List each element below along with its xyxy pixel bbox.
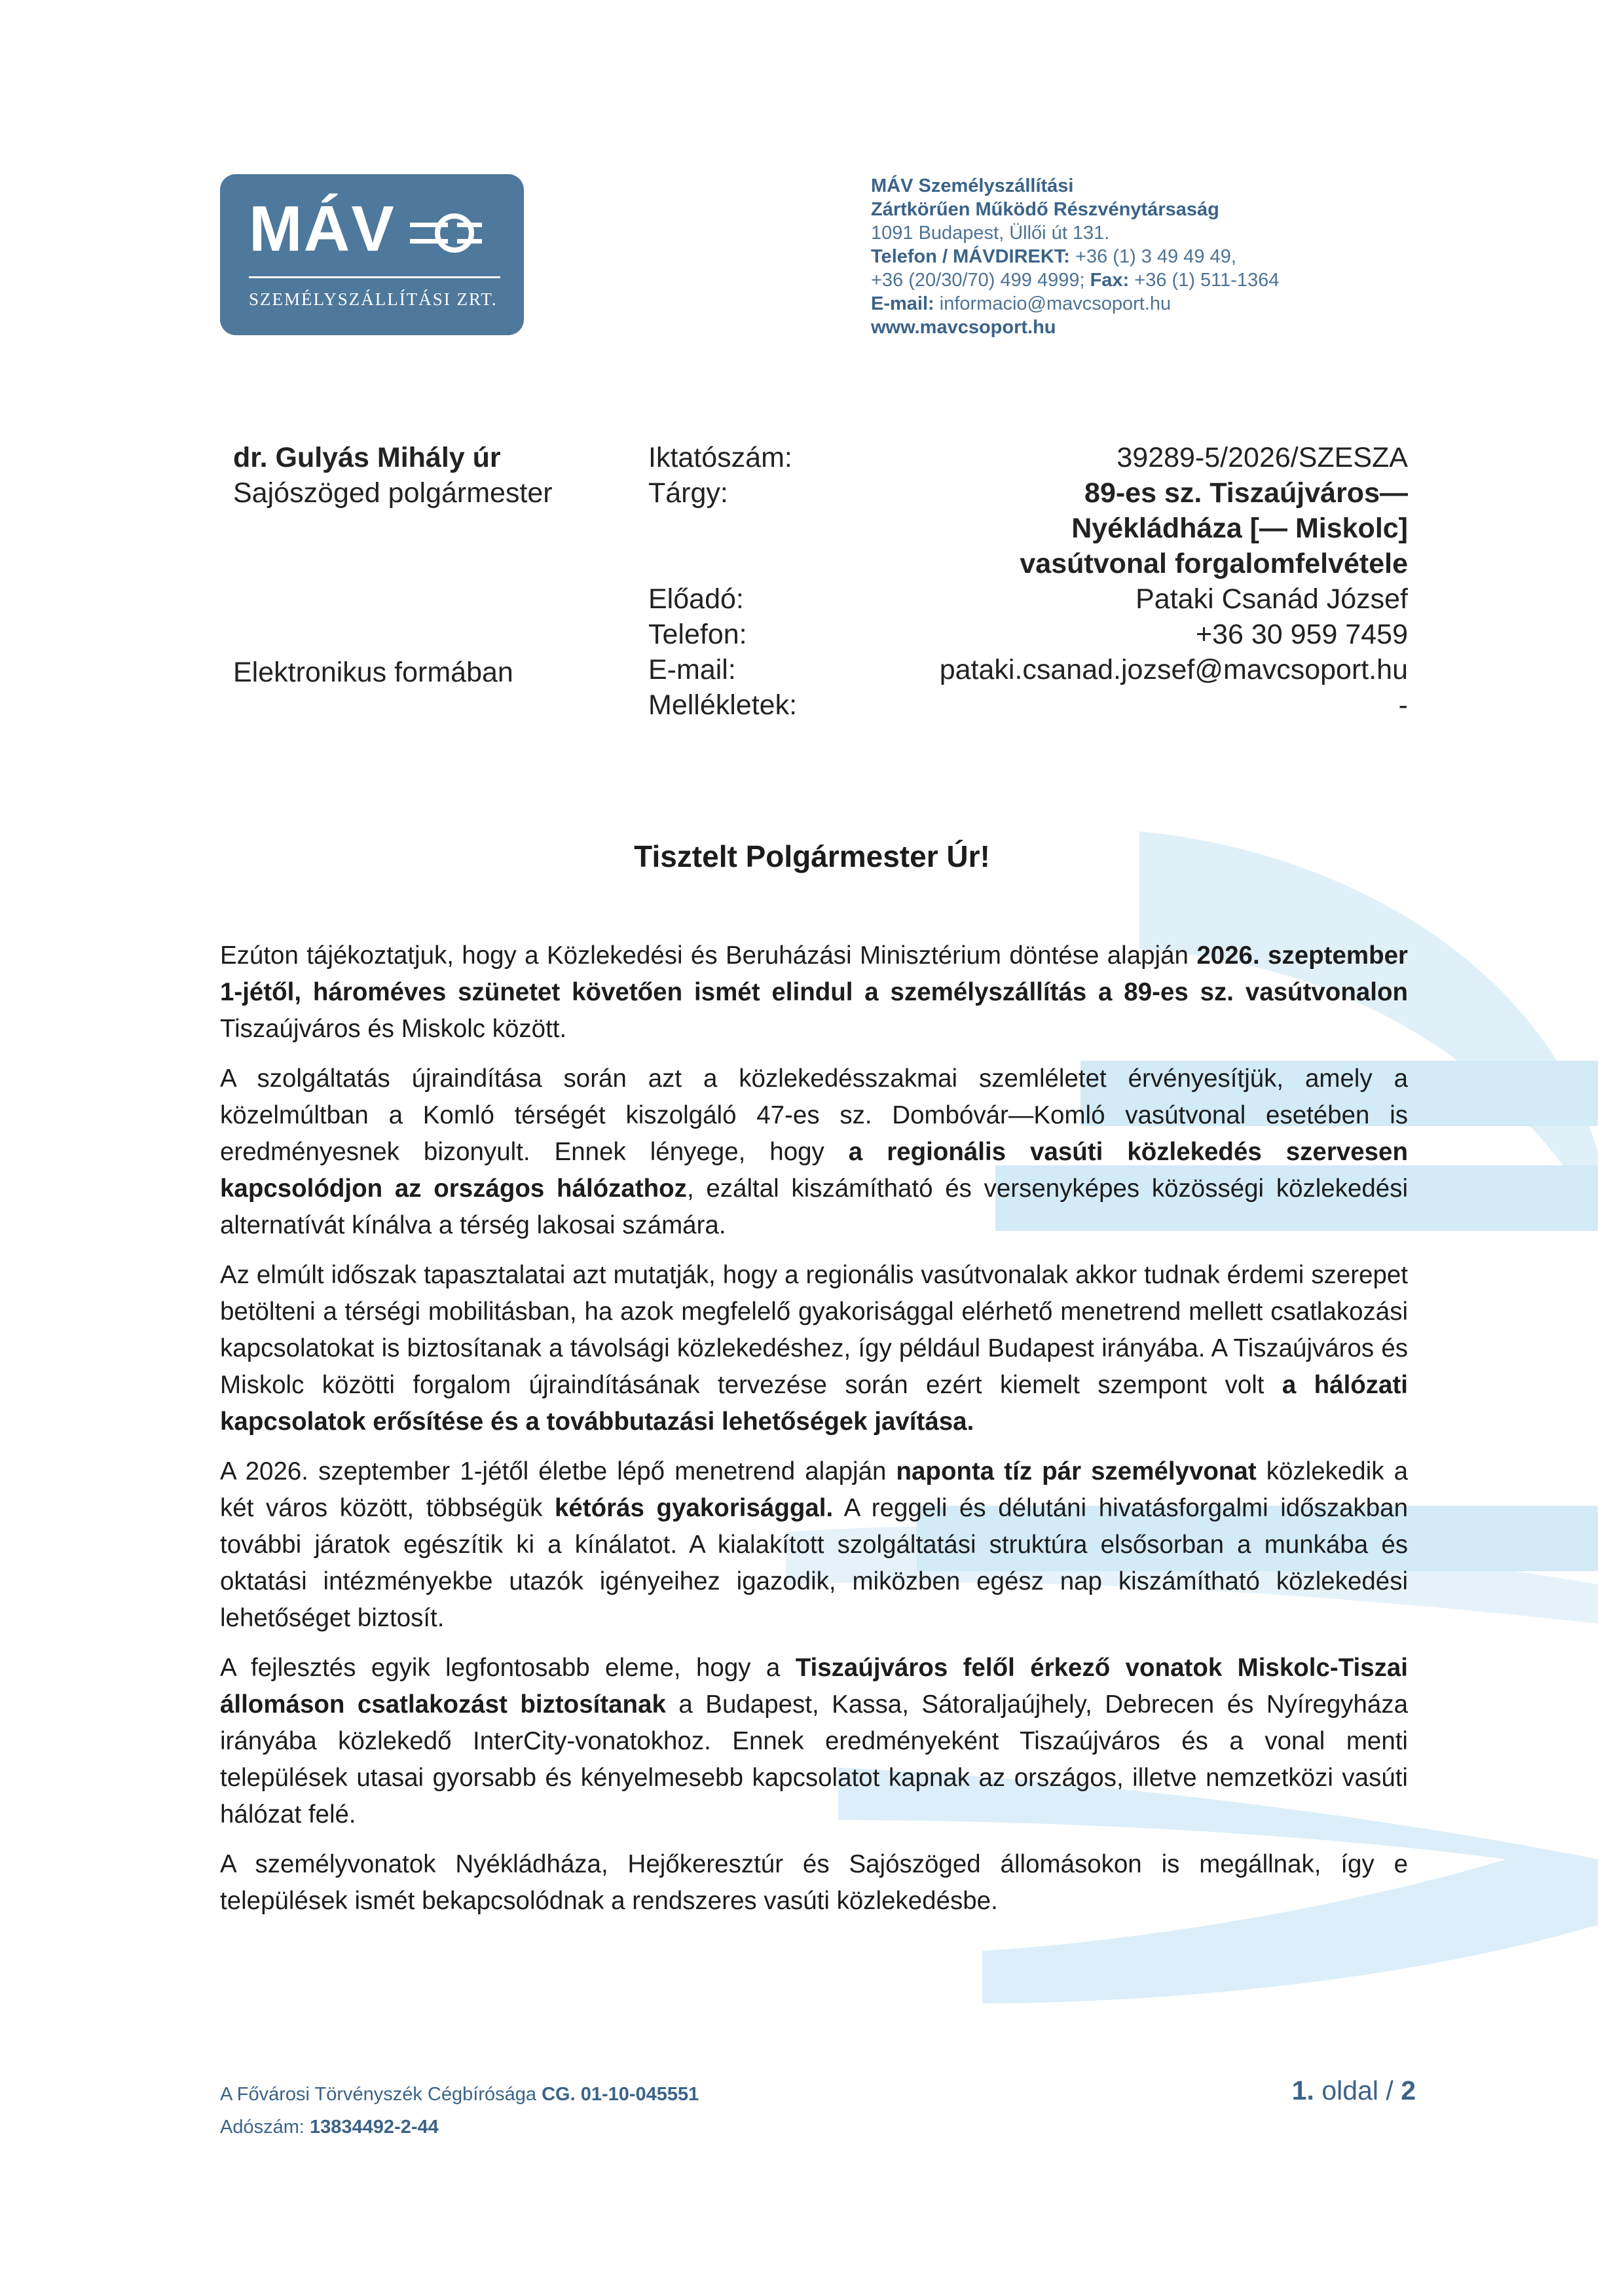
email-label: E-mail: xyxy=(648,654,736,685)
company-email-label: E-mail: xyxy=(871,293,934,314)
logo-brand-text: MÁV xyxy=(249,192,396,264)
company-email[interactable]: informacio@mavcsoport.hu xyxy=(939,293,1172,314)
company-form: Zártkörűen Működő Részvénytársaság xyxy=(871,199,1219,220)
subject-line-1: 89-es sz. Tiszaújváros— xyxy=(1084,477,1408,509)
p4-bold-1: naponta tíz pár személyvonat xyxy=(896,1457,1257,1485)
rail-symbol-icon xyxy=(410,210,482,257)
page-current: 1. xyxy=(1291,2075,1314,2105)
tax-number: 13834492-2-44 xyxy=(310,2117,439,2138)
court-label: A Fővárosi Törvényszék Cégbírósága xyxy=(220,2084,537,2105)
tax-label: Adószám: xyxy=(220,2117,304,2138)
p5-text: A fejlesztés egyik legfontosabb eleme, hogy a xyxy=(220,1654,796,1682)
subject-label: Tárgy: xyxy=(648,477,728,509)
header-values xyxy=(940,440,1408,723)
p3-text: Az elmúlt időszak tapasztalatai azt mutatják, hogy a regionális vasútvonalak akkor tudnak érdemi szerepet betölteni a térségi mobilitásban, ha azok megfelelő gyakorisággal elérhető menetrend mellett csatlakozási kapcsolatokat is biztosítanak a távolsági közlekedéshez, így például Budapest irányába. A Tiszaújváros és Miskolc közötti forgalom újraindításának tervezése során ezért kiemelt szempont volt xyxy=(220,1261,1408,1399)
p4-bold-2: kétórás gyakorisággal. xyxy=(554,1494,834,1522)
paragraph-6: A személyvonatok Nyékládháza, Hejőkeresztúr és Sajószöged állomásokon is megállnak, így e települések ismét bekapcsolódnak a rendszeres vasúti közlekedésbe. xyxy=(220,1850,1408,1915)
page-total: 2 xyxy=(1401,2075,1416,2105)
logo-divider xyxy=(249,276,500,278)
company-phone2: +36 (20/30/70) 499 4999; xyxy=(871,270,1085,291)
p2-text: A szolgáltatás újraindítása során azt a közlekedésszakmai szemléletet érvényesítjük, amely a közelmúltban a Komló térségét kiszolgáló 47-es sz. Dombóvár—Komló vasútvonal esetében is eredményesnek bizonyult. Ennek lényege, hogy xyxy=(220,1065,1408,1166)
officer-name: Pataki Csanád József xyxy=(1135,583,1408,615)
reg-number: 39289-5/2026/SZESZA xyxy=(1116,442,1408,473)
paragraph-4 xyxy=(220,1453,1408,1637)
company-address: 1091 Budapest, Üllői út 131. xyxy=(871,223,1110,244)
tax-line xyxy=(220,2111,699,2143)
p1-text-end: Tiszaújváros és Miskolc között. xyxy=(220,1015,567,1043)
paragraph-1 xyxy=(220,938,1408,1048)
company-fax: +36 (1) 511-1364 xyxy=(1134,270,1280,291)
officer-label: Előadó: xyxy=(648,583,744,615)
p5-text-end: a Budapest, Kassa, Sátoraljaújhely, Debrecen és Nyíregyháza irányába közlekedő InterCity-vonatokhoz. Ennek eredményeként Tiszaújváros és a vonal menti települések utasai gyorsabb és kényelmesebb kapcsolatot kapnak az országos, illetve nemzetközi vasúti hálózat felé. xyxy=(220,1690,1408,1829)
p1-bold: 2026. szeptember 1-jétől, hároméves szünetet követően ismét elindul a személyszállítás a 89-es sz. vasútvonalon xyxy=(220,941,1408,1006)
page-word: oldal / xyxy=(1321,2075,1393,2105)
court-number: CG. 01-10-045551 xyxy=(542,2084,699,2105)
mav-logo xyxy=(220,174,524,335)
paragraph-2 xyxy=(220,1061,1408,1244)
p4-text-end: A reggeli és délutáni hivatásforgalmi időszakban további járatok egészítik ki a kínálatot. A kialakított szolgáltatási struktúra elsősorban a munkába és oktatási intézményekbe utazók igényeihez igazodik, miközben egész nap kiszámítható közlekedési lehetőséget biztosít. xyxy=(220,1494,1408,1632)
recipient-name: dr. Gulyás Mihály úr xyxy=(233,442,501,473)
company-phone-line xyxy=(871,245,1279,268)
company-website[interactable]: www.mavcsoport.hu xyxy=(871,317,1056,338)
recipient-title: Sajószöged polgármester xyxy=(233,477,553,509)
paragraph-5 xyxy=(220,1650,1408,1833)
p2-text-end: , ezáltal kiszámítható és versenyképes közösségi közlekedési alternatívát kínálva a térség lakosai számára. xyxy=(220,1175,1408,1239)
subject-line-3: vasútvonal forgalomfelvétele xyxy=(1020,548,1408,579)
p4-text-mid: közlekedik a két város között, többségük xyxy=(220,1457,1408,1522)
attachments-value: - xyxy=(1398,689,1408,721)
attachments-label: Mellékletek: xyxy=(648,689,798,721)
subject-line-2: Nyékládháza [— Miskolc] xyxy=(1071,513,1408,544)
p2-bold: a regionális vasúti közlekedés szervesen kapcsolódjon az országos hálózathoz xyxy=(220,1138,1408,1203)
p3-bold: a hálózati kapcsolatok erősítése és a továbbutazási lehetőségek javítása. xyxy=(220,1371,1408,1436)
company-phone-label: Telefon / MÁVDIREKT: xyxy=(871,246,1070,267)
company-phone: +36 (1) 3 49 49 49, xyxy=(1075,246,1236,267)
p1-text: Ezúton tájékoztatjuk, hogy a Közlekedési és Beruházási Minisztérium döntése alapján xyxy=(220,941,1197,970)
paragraph-3 xyxy=(220,1257,1408,1440)
page-number xyxy=(1292,2075,1416,2106)
officer-email[interactable]: pataki.csanad.jozsef@mavcsoport.hu xyxy=(939,654,1408,685)
phone-label: Telefon: xyxy=(648,619,747,650)
company-info xyxy=(871,174,1279,339)
p4-text: A 2026. szeptember 1-jétől életbe lépő menetrend alapján xyxy=(220,1457,896,1485)
company-fax-label: Fax: xyxy=(1090,270,1130,291)
officer-phone: +36 30 959 7459 xyxy=(1195,619,1408,650)
recipient-block xyxy=(233,440,553,511)
court-line xyxy=(220,2078,699,2111)
footer-company-registry xyxy=(220,2078,699,2143)
reg-label: Iktatószám: xyxy=(648,442,792,473)
logo-subtitle: SZEMÉLYSZÁLLÍTÁSI ZRT. xyxy=(249,289,498,309)
salutation: Tisztelt Polgármester Úr! xyxy=(634,839,990,873)
company-email-line xyxy=(871,292,1279,316)
letter-body xyxy=(220,938,1408,1933)
delivery-method: Elektronikus formában xyxy=(233,657,513,688)
company-phone2-line xyxy=(871,268,1279,292)
p5-bold: Tiszaújváros felől érkező vonatok Miskolc-Tiszai állomáson csatlakozást biztosítanak xyxy=(220,1654,1408,1719)
header-labels xyxy=(648,440,797,723)
company-name: MÁV Személyszállítási xyxy=(871,175,1074,196)
